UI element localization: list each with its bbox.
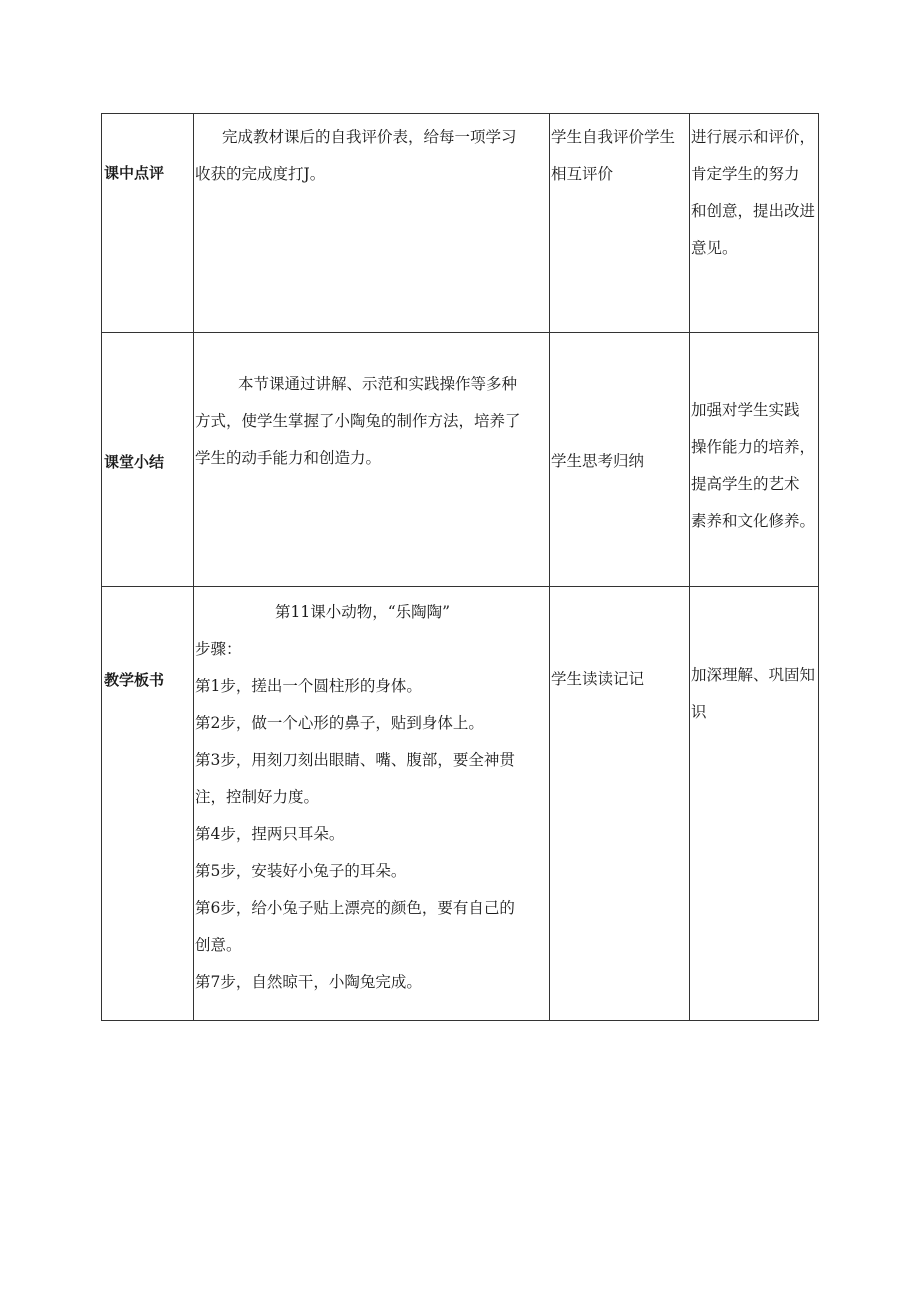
intent-line: 进行展示和评价， bbox=[691, 128, 816, 146]
intent-line: 提高学生的艺术 bbox=[691, 475, 800, 493]
row-heading-board: 教学板书 bbox=[104, 671, 165, 689]
column-divider bbox=[193, 114, 194, 1020]
lesson-plan-table bbox=[101, 113, 819, 1021]
intent-line: 肯定学生的努力 bbox=[691, 165, 800, 183]
summary-content bbox=[195, 366, 549, 477]
student-line: 相互评价 bbox=[551, 165, 614, 183]
intent-line: 识 bbox=[691, 703, 707, 721]
column-divider bbox=[549, 114, 550, 1020]
board-design-intent bbox=[691, 657, 819, 731]
content-line: 收获的完成度打J。 bbox=[195, 165, 326, 183]
content-line: 学生的动手能力和创造力。 bbox=[195, 449, 382, 467]
evaluation-design-intent bbox=[691, 119, 819, 267]
evaluation-student-activity bbox=[551, 119, 689, 193]
student-line: 学生思考归纳 bbox=[551, 452, 645, 470]
student-line: 学生自我评价学生 bbox=[551, 128, 676, 146]
board-line: 创意。 bbox=[195, 936, 242, 954]
content-line: 完成教材课后的自我评价表，给每一项学习 bbox=[222, 128, 517, 146]
intent-line: 和创意，提出改进 bbox=[691, 202, 816, 220]
board-line: 步骤： bbox=[195, 640, 242, 658]
board-line: 注，控制好力度。 bbox=[195, 788, 320, 806]
row-heading-summary: 课堂小结 bbox=[104, 453, 165, 471]
intent-line: 操作能力的培养， bbox=[691, 438, 816, 456]
student-line: 学生读读记记 bbox=[551, 670, 645, 688]
content-line: 方式，使学生掌握了小陶兔的制作方法，培养了 bbox=[195, 412, 521, 430]
summary-student-activity bbox=[551, 443, 689, 480]
board-student-activity bbox=[551, 661, 689, 698]
board-content bbox=[195, 594, 549, 1001]
board-line: 第4步，捏两只耳朵。 bbox=[195, 825, 345, 843]
evaluation-content bbox=[195, 119, 549, 193]
intent-line: 意见。 bbox=[691, 239, 738, 257]
row-divider bbox=[102, 586, 818, 587]
row-heading-evaluation: 课中点评 bbox=[104, 164, 165, 182]
board-line: 第7步，自然晾干，小陶兔完成。 bbox=[195, 973, 422, 991]
board-line: 第2步，做一个心形的鼻子，贴到身体上。 bbox=[195, 714, 484, 732]
content-line: 本节课通过讲解、示范和实践操作等多种 bbox=[238, 375, 518, 393]
intent-line: 加深理解、巩固知 bbox=[691, 666, 816, 684]
summary-design-intent bbox=[691, 392, 819, 540]
row-divider bbox=[102, 332, 818, 333]
board-line: 第6步，给小兔子贴上漂亮的颜色，要有自己的 bbox=[195, 899, 515, 917]
board-line: 第5步，安装好小兔子的耳朵。 bbox=[195, 862, 407, 880]
board-title: 第11课小动物，“乐陶陶” bbox=[275, 603, 451, 621]
board-line: 第1步，搓出一个圆柱形的身体。 bbox=[195, 677, 422, 695]
board-line: 第3步，用刻刀刻出眼睛、嘴、腹部，要全神贯 bbox=[195, 751, 515, 769]
intent-line: 加强对学生实践 bbox=[691, 401, 800, 419]
column-divider bbox=[689, 114, 690, 1020]
intent-line: 素养和文化修养。 bbox=[691, 512, 816, 530]
